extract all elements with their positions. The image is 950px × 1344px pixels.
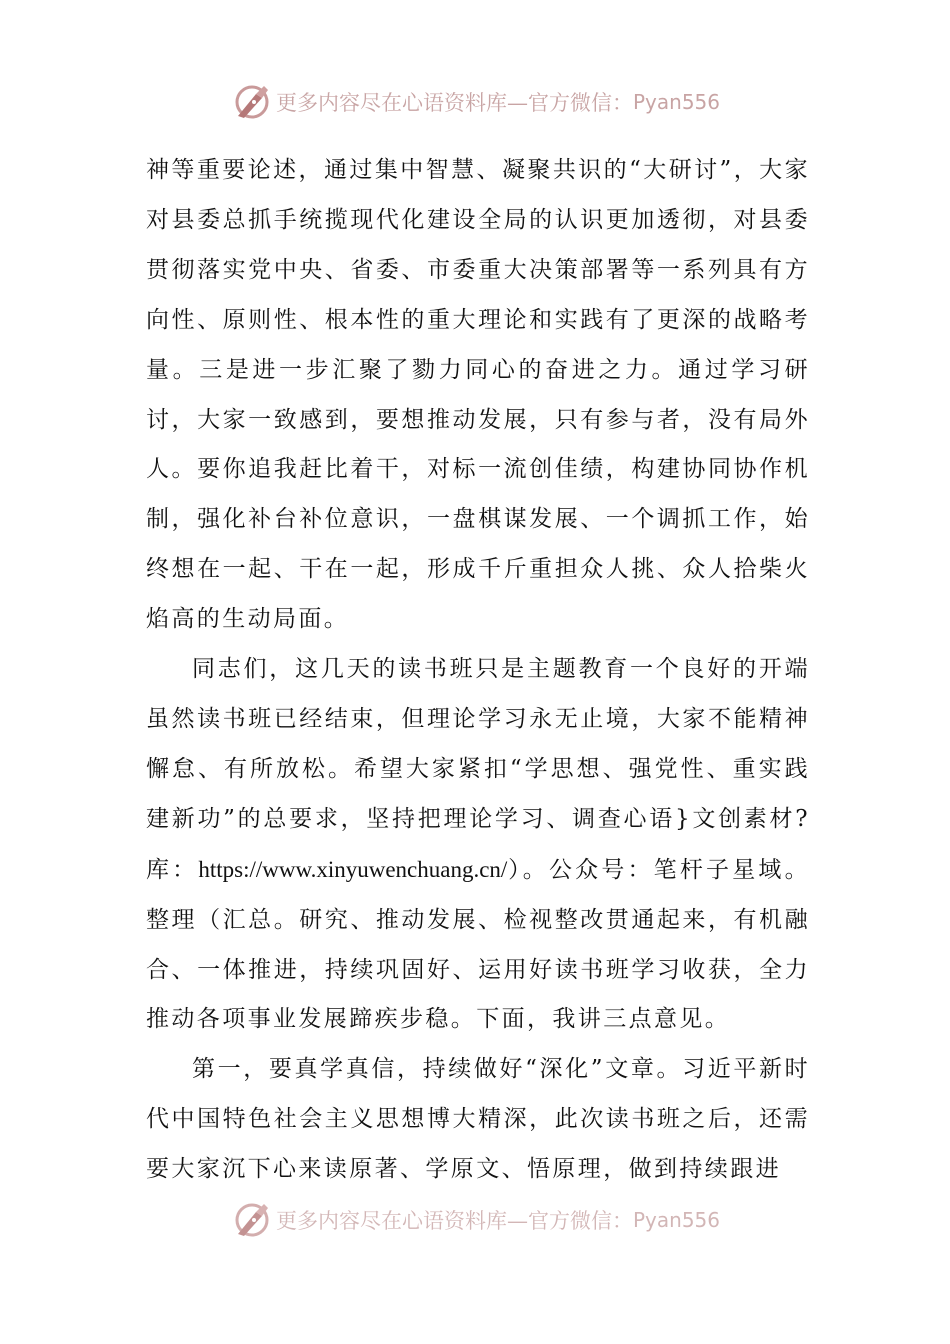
paragraph-1: 神等重要论述，通过集中智慧、凝聚共识的“大研讨”，大家对县委总抓手统揽现代化建设全局的认识更加透彻，对县委贯彻落实党中央、省委、市委重大决策部署等一系列具有方向性、原则性、根本性的重大理论和实践有了更深的战略考量。三是进一步汇聚了勠力同心的奋进之力。通过学习研讨，大家一致感到，要想推动发展，只有参与者，没有局外人。要你追我赶比着干，对标一流创佳绩，构建协同协作机制，强化补台补位意识，一盘棋谋发展、一个调抓工作，始终想在一起、干在一起，形成千斤重担众人挑、众人拾柴火焰高的生动局面。 xyxy=(146,157,810,633)
pen-nib-seal-icon xyxy=(232,82,272,122)
watermark-text: 更多内容尽在心语资料库—官方微信： xyxy=(276,91,633,115)
paragraph-2-text-b: ）。公众号：笔杆子星域。整理（汇总。研究、推动发展、检视整改贯通起来，有机融合、一体推进，持续巩固好、运用好读书班学习收获，全力推动各项事业发展蹄疾步稳。下面，我讲三点意见。 xyxy=(146,856,810,1033)
paragraph-2-text-a: 同志们，这几天的读书班只是主题教育一个良好的开端虽然读书班已经结束，但理论学习永无止境，大家不能精神懈怠、有所放松。希望大家紧扣“学思想、强党性、重实践建新功”的总要求，坚持把理论学习、调查心语}文创素材?库： xyxy=(146,656,810,883)
paragraph-3: 第一，要真学真信，持续做好“深化”文章。习近平新时代中国特色社会主义思想博大精深，此次读书班之后，还需要大家沉下心来读原著、学原文、悟原理，做到持续跟进 xyxy=(146,1056,810,1183)
watermark-wechat-id: Pyan556 xyxy=(633,1208,721,1232)
header-watermark xyxy=(232,80,720,124)
document-body xyxy=(146,146,810,1195)
footer-watermark xyxy=(232,1198,720,1242)
paragraph-2 xyxy=(146,645,810,1045)
pen-nib-seal-icon xyxy=(232,1200,272,1240)
watermark-text: 更多内容尽在心语资料库—官方微信： xyxy=(276,1209,633,1233)
source-link[interactable]: https://www.xinyuwenchuang.cn/ xyxy=(198,856,508,882)
watermark-wechat-id: Pyan556 xyxy=(633,90,721,114)
